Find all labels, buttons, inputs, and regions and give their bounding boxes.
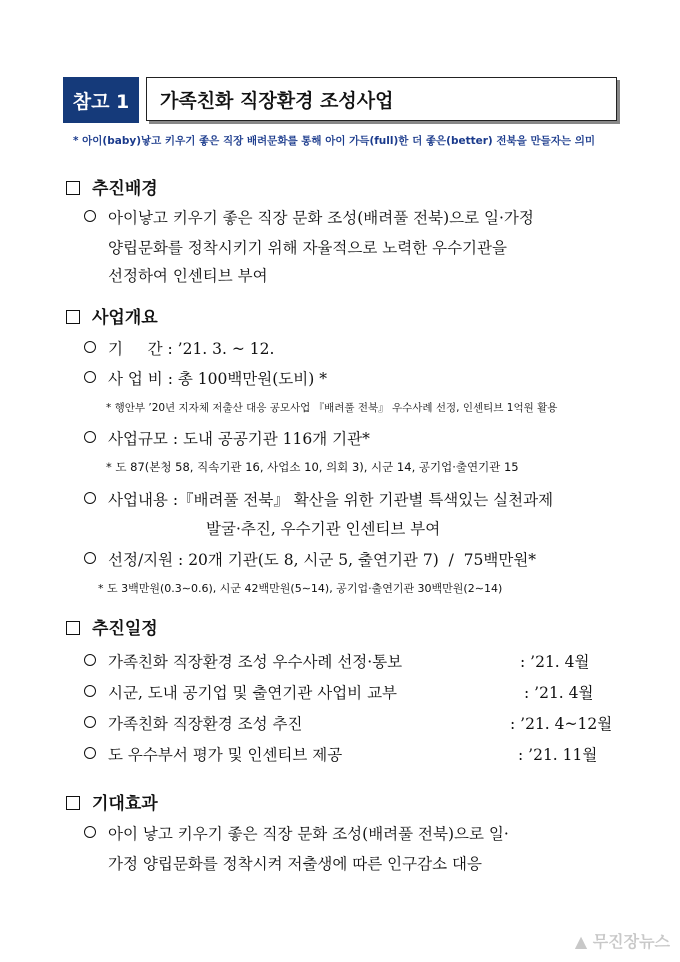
background-line-3: 선정하여 인센티브 부여 xyxy=(108,267,268,285)
circle-bullet-icon xyxy=(84,654,96,666)
budget-note: * 행안부 ’20년 지자체 저출산 대응 공모사업 『배려풀 전북』 우수사례 선정, 인센티브 1억원 활용 xyxy=(106,402,558,414)
overview-content-2: 발굴·추진, 우수기관 인센티브 부여 xyxy=(206,520,441,538)
title-bar xyxy=(63,77,619,123)
section-heading-schedule: 추진일정 xyxy=(66,614,158,639)
overview-content: 사업내용 :『배려풀 전북』 확산을 위한 기관별 특색있는 실천과제 xyxy=(84,488,553,510)
effect-line-2: 가정 양립문화를 정착시켜 저출생에 따른 인구감소 대응 xyxy=(108,855,482,873)
section-heading-overview: 사업개요 xyxy=(66,303,158,328)
circle-bullet-icon xyxy=(84,371,96,383)
circle-bullet-icon xyxy=(84,492,96,504)
schedule-date: : ’21. 11월 xyxy=(518,746,598,764)
circle-bullet-icon xyxy=(84,341,96,353)
section-heading-effect: 기대효과 xyxy=(66,789,158,814)
overview-period: 기 간 : ’21. 3. ~ 12. xyxy=(84,337,274,359)
circle-bullet-icon xyxy=(84,747,96,759)
circle-bullet-icon xyxy=(84,685,96,697)
circle-bullet-icon xyxy=(84,826,96,838)
circle-bullet-icon xyxy=(84,210,96,222)
schedule-item: 시군, 도내 공기업 및 출연기관 사업비 교부 xyxy=(84,681,397,703)
section-heading-background: 추진배경 xyxy=(66,174,158,199)
background-line-2: 양립문화를 정착시키기 위해 자율적으로 노력한 우수기관을 xyxy=(108,239,507,257)
subtitle-note: * 아이(baby)낳고 키우기 좋은 직장 배려문화를 통해 아이 가득(full)한 더 좋은(better) 전북을 만들자는 의미 xyxy=(73,135,595,147)
selection-note: * 도 3백만원(0.3∼0.6), 시군 42백만원(5∼14), 공기업·출연기관 30백만원(2∼14) xyxy=(98,582,503,595)
scale-note: * 도 87(본청 58, 직속기관 16, 사업소 10, 의회 3), 시군 14, 공기업·출연기관 15 xyxy=(106,460,519,474)
overview-scale: 사업규모 : 도내 공공기관 116개 기관* xyxy=(84,427,370,449)
overview-selection: 선정/지원 : 20개 기관(도 8, 시군 5, 출연기관 7) / 75백만원* xyxy=(84,548,536,570)
circle-bullet-icon xyxy=(84,716,96,728)
checkbox-square-icon xyxy=(66,796,80,810)
watermark-logo: ▲ 무진장뉴스 xyxy=(574,932,670,951)
checkbox-square-icon xyxy=(66,621,80,635)
overview-budget: 사 업 비 : 총 100백만원(도비) * xyxy=(84,367,327,389)
page-title: 가족친화 직장환경 조성사업 xyxy=(146,77,617,121)
schedule-item: 가족친화 직장환경 조성 우수사례 선정·통보 xyxy=(84,650,402,672)
schedule-date: : ’21. 4월 xyxy=(520,653,590,671)
schedule-date: : ’21. 4월 xyxy=(524,684,594,702)
schedule-date: : ’21. 4~12월 xyxy=(510,715,613,733)
checkbox-square-icon xyxy=(66,181,80,195)
checkbox-square-icon xyxy=(66,310,80,324)
circle-bullet-icon xyxy=(84,431,96,443)
title-tag: 참고 1 xyxy=(63,77,139,123)
background-line-1: 아이낳고 키우기 좋은 직장 문화 조성(배려풀 전북)으로 일·가정 xyxy=(84,206,534,228)
effect-line-1: 아이 낳고 키우기 좋은 직장 문화 조성(배려풀 전북)으로 일· xyxy=(84,822,509,844)
schedule-item: 도 우수부서 평가 및 인센티브 제공 xyxy=(84,743,342,765)
circle-bullet-icon xyxy=(84,552,96,564)
schedule-item: 가족친화 직장환경 조성 추진 xyxy=(84,712,302,734)
